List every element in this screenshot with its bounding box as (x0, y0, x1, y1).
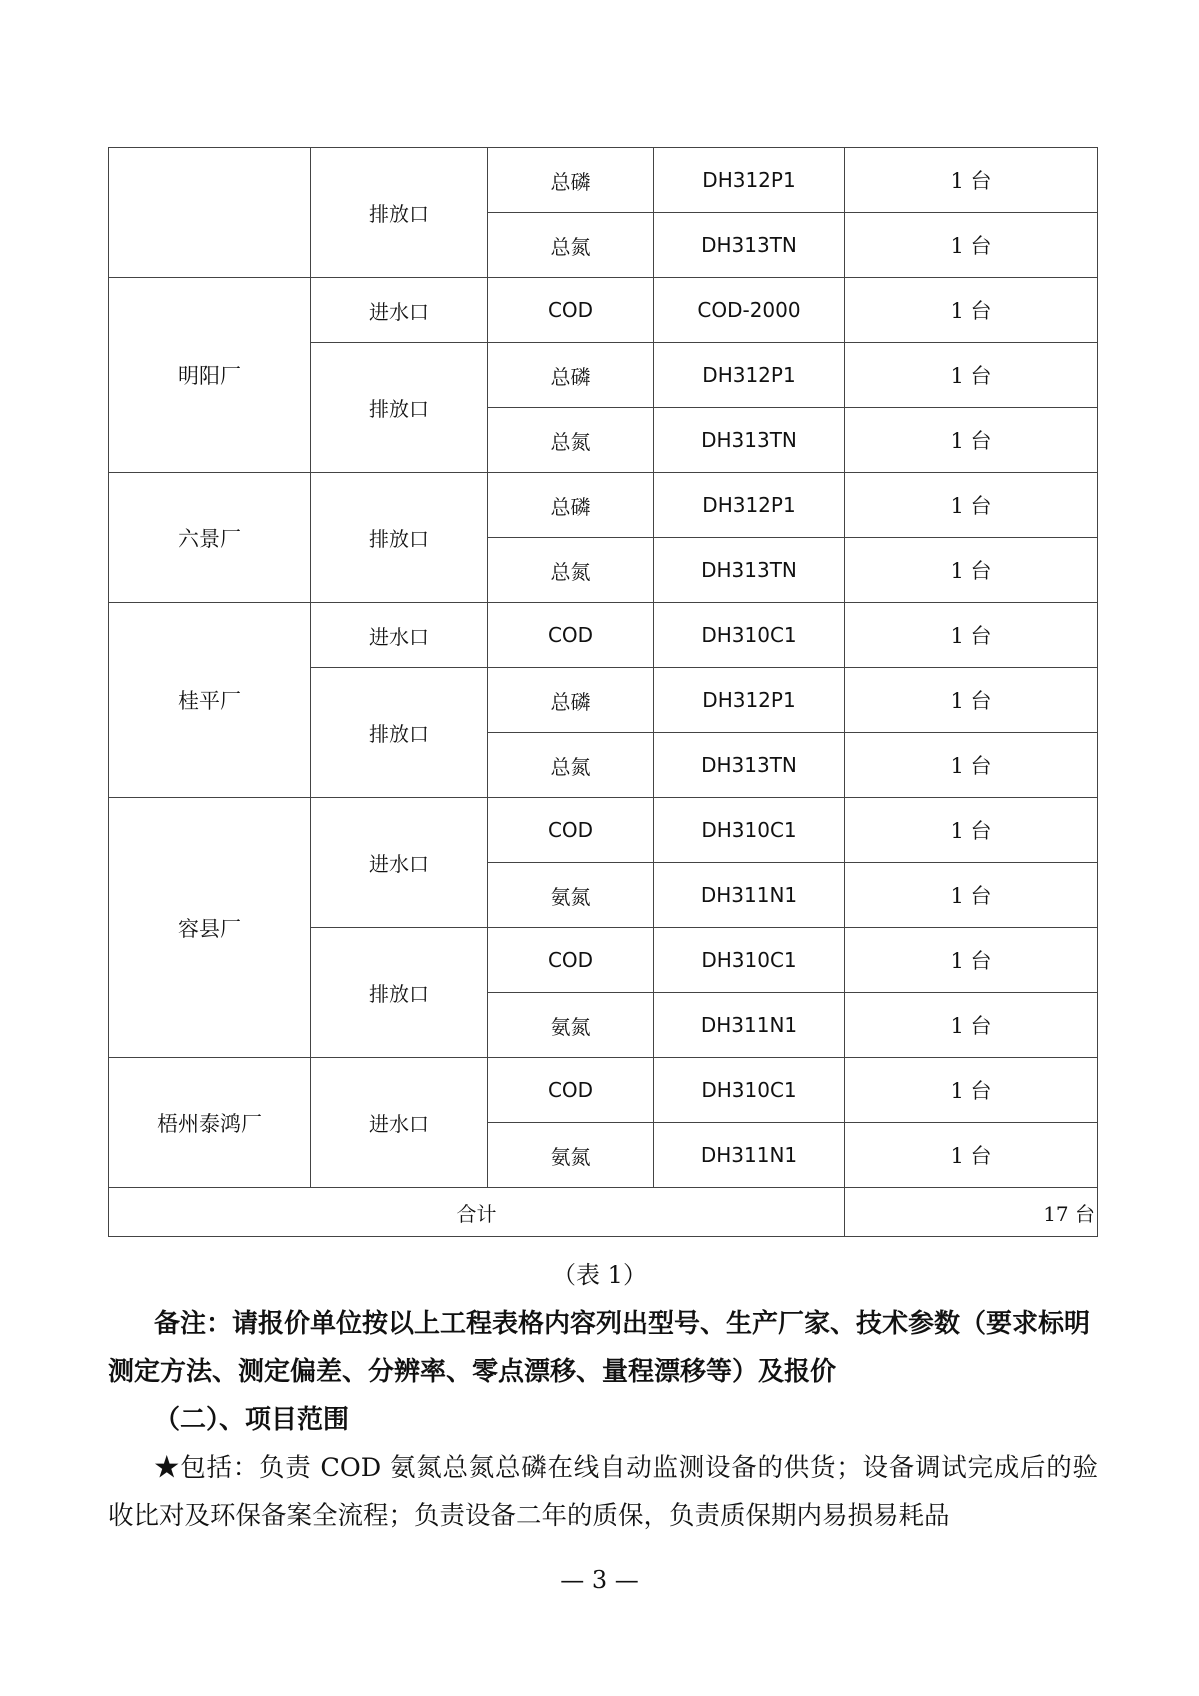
monitoring-point-cell: 排放口 (311, 668, 488, 798)
parameter-cell: 总磷 (488, 473, 654, 538)
quantity-cell: 1 台 (845, 1123, 1098, 1188)
quantity-cell: 1 台 (845, 213, 1098, 278)
monitoring-point-cell: 排放口 (311, 343, 488, 473)
monitoring-point-cell: 排放口 (311, 473, 488, 603)
parameter-cell: 总氮 (488, 733, 654, 798)
plant-cell: 梧州泰鸿厂 (109, 1058, 311, 1188)
quantity-cell: 1 台 (845, 148, 1098, 213)
quantity-cell: 1 台 (845, 733, 1098, 798)
plant-cell: 明阳厂 (109, 278, 311, 473)
model-cell: COD-2000 (654, 278, 845, 343)
page-number: — 3 — (560, 1566, 639, 1594)
total-quantity: 17 台 (845, 1188, 1098, 1237)
model-cell: DH311N1 (654, 1123, 845, 1188)
quantity-cell: 1 台 (845, 863, 1098, 928)
monitoring-point-cell: 进水口 (311, 798, 488, 928)
section-heading: （二）、项目范围 (154, 1405, 350, 1435)
plant-cell: 桂平厂 (109, 603, 311, 798)
total-label: 合计 (109, 1188, 845, 1237)
model-cell: DH312P1 (654, 343, 845, 408)
plant-cell (109, 148, 311, 278)
model-cell: DH312P1 (654, 668, 845, 733)
parameter-cell: 总氮 (488, 213, 654, 278)
model-cell: DH313TN (654, 213, 845, 278)
parameter-cell: COD (488, 1058, 654, 1123)
quantity-cell: 1 台 (845, 928, 1098, 993)
model-cell: DH312P1 (654, 148, 845, 213)
plant-cell: 六景厂 (109, 473, 311, 603)
parameter-cell: 氨氮 (488, 1123, 654, 1188)
quantity-cell: 1 台 (845, 278, 1098, 343)
monitoring-point-cell: 进水口 (311, 1058, 488, 1188)
parameter-cell: COD (488, 603, 654, 668)
monitoring-point-cell: 进水口 (311, 278, 488, 343)
table-caption: （表 1） (552, 1261, 647, 1289)
table-row (109, 278, 1098, 343)
parameter-cell: COD (488, 278, 654, 343)
model-cell: DH310C1 (654, 603, 845, 668)
body-paragraph: ★包括：负责 COD 氨氮总氮总磷在线自动监测设备的供货；设备调试完成后的验收比对及环保备案全流程；负责设备二年的质保，负责质保期内易损易耗品 (108, 1453, 1098, 1531)
model-cell: DH313TN (654, 733, 845, 798)
quantity-cell: 1 台 (845, 538, 1098, 603)
quantity-cell: 1 台 (845, 473, 1098, 538)
quantity-cell: 1 台 (845, 408, 1098, 473)
model-cell: DH311N1 (654, 993, 845, 1058)
table-row (109, 798, 1098, 863)
parameter-cell: 总磷 (488, 343, 654, 408)
monitoring-point-cell: 排放口 (311, 148, 488, 278)
parameter-cell: 总氮 (488, 408, 654, 473)
quantity-cell: 1 台 (845, 668, 1098, 733)
table-row (109, 473, 1098, 538)
quantity-cell: 1 台 (845, 343, 1098, 408)
model-cell: DH310C1 (654, 798, 845, 863)
model-cell: DH310C1 (654, 928, 845, 993)
model-cell: DH313TN (654, 408, 845, 473)
monitoring-point-cell: 进水口 (311, 603, 488, 668)
model-cell: DH310C1 (654, 1058, 845, 1123)
table-row (109, 1058, 1098, 1123)
quantity-cell: 1 台 (845, 798, 1098, 863)
parameter-cell: 总氮 (488, 538, 654, 603)
parameter-cell: COD (488, 928, 654, 993)
model-cell: DH313TN (654, 538, 845, 603)
note-paragraph: 备注：请报价单位按以上工程表格内容列出型号、生产厂家、技术参数（要求标明测定方法、测定偏差、分辨率、零点漂移、量程漂移等）及报价 (108, 1309, 1091, 1387)
quantity-cell: 1 台 (845, 603, 1098, 668)
plant-cell: 容县厂 (109, 798, 311, 1058)
table-row (109, 148, 1098, 213)
total-row (109, 1188, 1098, 1237)
model-cell: DH311N1 (654, 863, 845, 928)
equipment-table (108, 147, 1098, 1237)
quantity-cell: 1 台 (845, 1058, 1098, 1123)
parameter-cell: 氨氮 (488, 993, 654, 1058)
monitoring-point-cell: 排放口 (311, 928, 488, 1058)
parameter-cell: 总磷 (488, 668, 654, 733)
table-row (109, 603, 1098, 668)
model-cell: DH312P1 (654, 473, 845, 538)
parameter-cell: COD (488, 798, 654, 863)
quantity-cell: 1 台 (845, 993, 1098, 1058)
parameter-cell: 氨氮 (488, 863, 654, 928)
parameter-cell: 总磷 (488, 148, 654, 213)
